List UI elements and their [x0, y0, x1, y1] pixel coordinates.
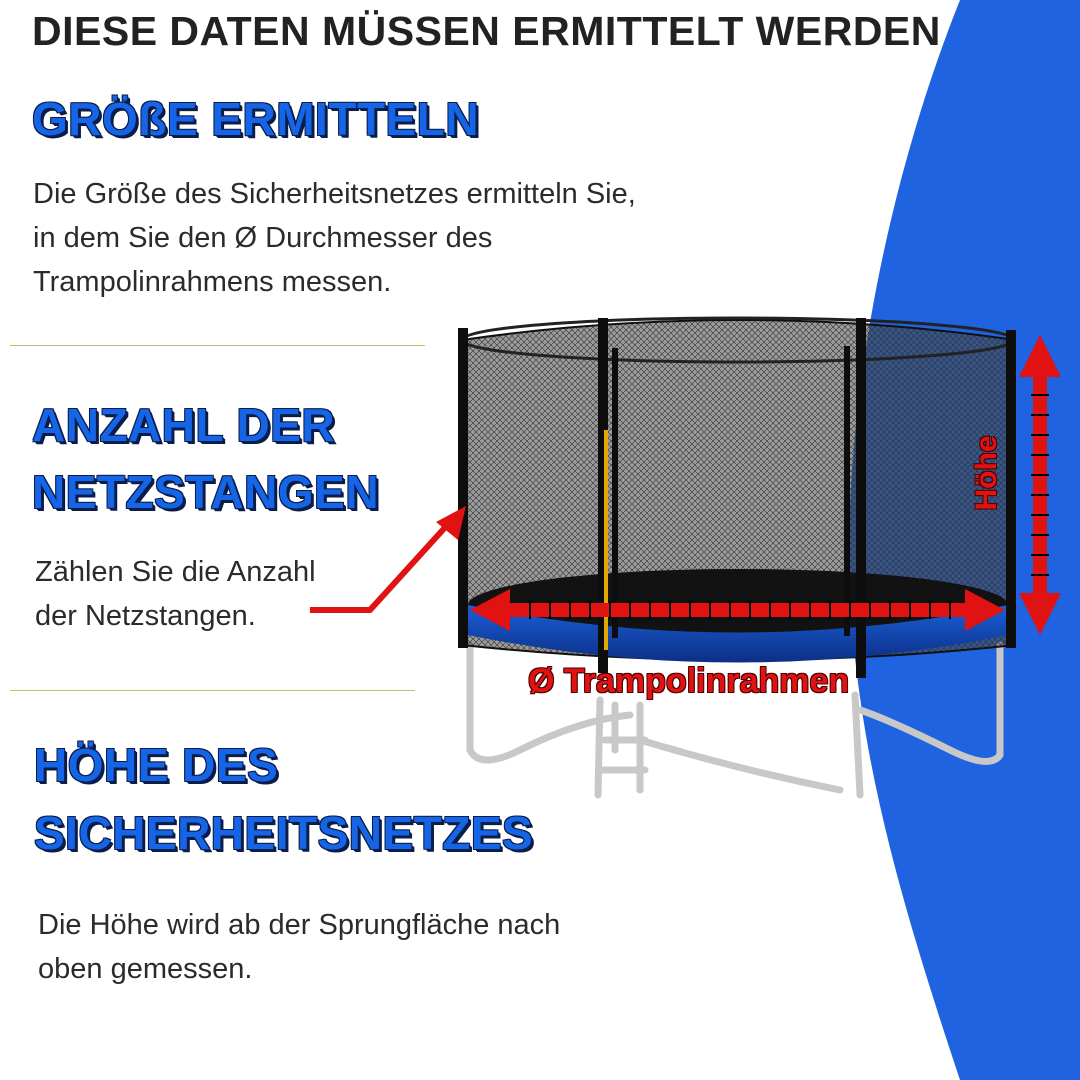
height-label: Höhe — [970, 435, 1003, 511]
section-poles-text-line: Zählen Sie die Anzahl — [35, 556, 316, 588]
section-size-text — [33, 172, 636, 304]
diameter-arrow-icon — [470, 585, 1005, 635]
divider — [10, 345, 425, 346]
section-size-text-line: Trampolinrahmens messen. — [33, 266, 392, 298]
trampoline-illustration — [440, 300, 1080, 820]
section-height-text-line: Die Höhe wird ab der Sprungfläche nach — [38, 909, 561, 941]
pointer-arrow-icon — [300, 500, 480, 630]
section-height-text-line: oben gemessen. — [38, 953, 253, 985]
section-size-text-line: in dem Sie den Ø Durchmesser des — [33, 222, 493, 254]
height-arrow-icon — [1015, 335, 1065, 635]
divider — [10, 690, 415, 691]
section-size-heading: GRÖßE ERMITTELN — [32, 93, 480, 145]
section-height-heading-line2: SICHERHEITSNETZES — [34, 807, 534, 859]
section-poles-text-line: der Netzstangen. — [35, 600, 256, 632]
section-size-text-line: Die Größe des Sicherheitsnetzes ermitteln Sie, — [33, 178, 636, 210]
page-title: DIESE DATEN MÜSSEN ERMITTELT WERDEN — [32, 8, 941, 54]
section-poles-text — [35, 550, 316, 638]
section-poles-heading-line1: ANZAHL DER — [32, 399, 336, 451]
diameter-label: Ø Trampolinrahmen — [528, 662, 850, 700]
section-poles-heading-line2: NETZSTANGEN — [32, 466, 380, 518]
section-height-heading-line1: HÖHE DES — [34, 739, 279, 791]
section-height-text — [38, 903, 560, 991]
